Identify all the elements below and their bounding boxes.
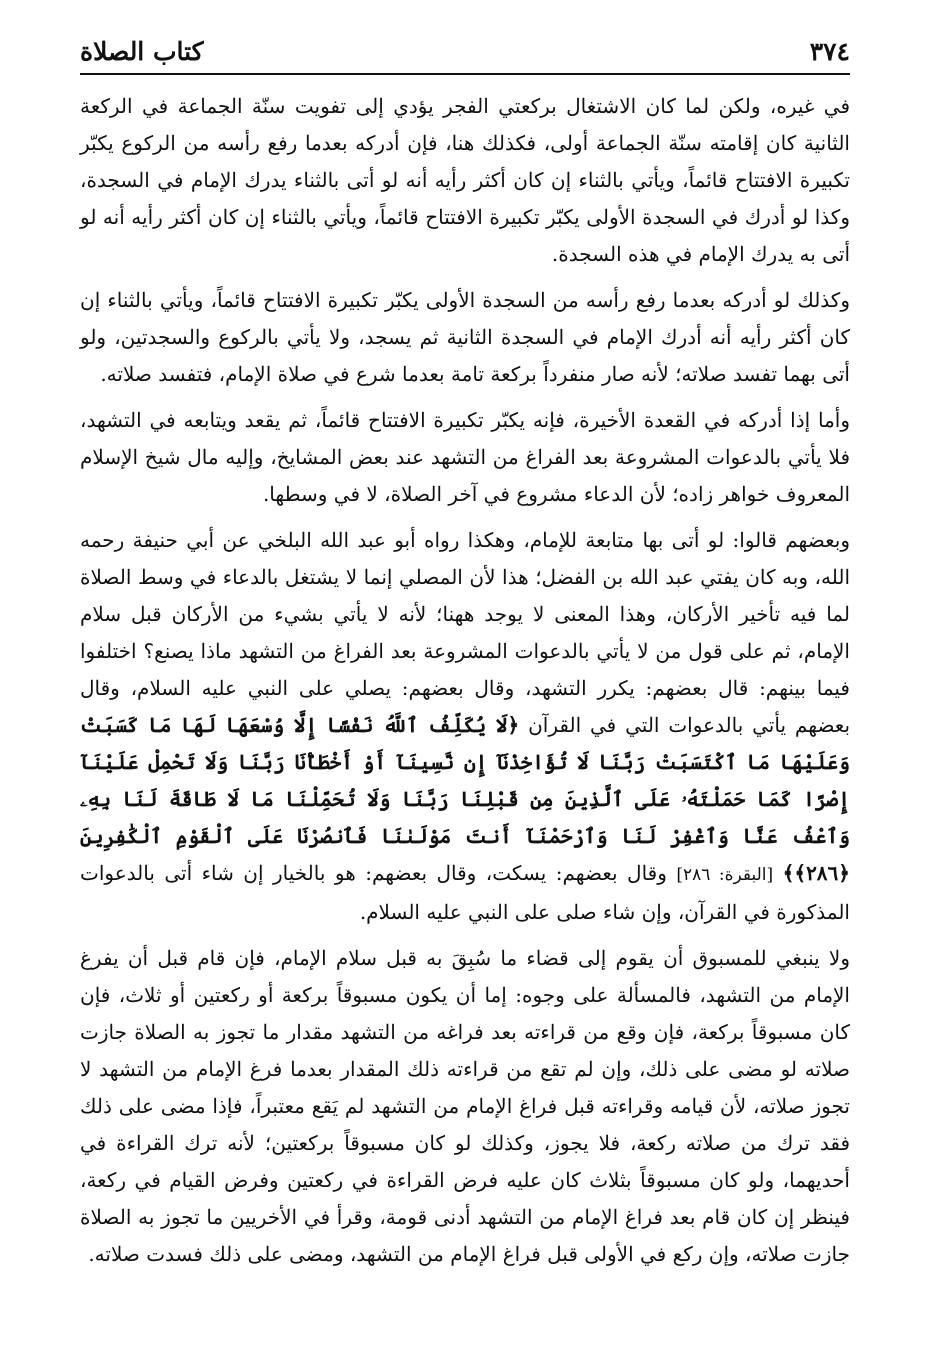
paragraph-4 bbox=[80, 522, 850, 931]
quran-verse: ﴿لَا يُكَلِّفُ ٱللَّهُ نَفْسًا إِلَّا وُسْعَهَا لَهَا مَا كَسَبَتْ وَعَلَيْهَا مَا ٱكْتَسَبَتْ رَبَّنَا لَا تُؤَاخِذْنَآ إِن نَّسِينَآ أَوْ أَخْطَأْنَا رَبَّنَا وَلَا تَحْمِلْ عَلَيْنَآ إِصْرًا كَمَا حَمَلْتَهُۥ عَلَى ٱلَّذِينَ مِن قَبْلِنَا رَبَّنَا وَلَا تُحَمِّلْنَا مَا لَا طَاقَةَ لَنَا بِهِۦ وَٱعْفُ عَنَّا وَٱغْفِرْ لَنَا وَٱرْحَمْنَآ أَنتَ مَوْلَىٰنَا فَٱنصُرْنَا عَلَى ٱلْقَوْمِ ٱلْكَٰفِرِينَ ﴿٢٨٦﴾﴾ bbox=[80, 713, 851, 885]
header-rule bbox=[80, 73, 850, 75]
chapter-title: كتاب الصلاة bbox=[80, 37, 204, 66]
paragraph-2: وكذلك لو أدركه بعدما رفع رأسه من السجدة الأولى يكبّر تكبيرة الافتتاح قائماً، ويأتي بالثناء إن كان أكثر رأيه أنه أدرك الإمام في السجدة الثانية ثم يسجد، ولا يأتي بالركوع والسجدتين، ولو أتى بهما تفسد صلاته؛ لأنه صار منفرداً بركعة تامة بعدما شرع في صلاة الإمام، فتفسد صلاته. bbox=[80, 288, 850, 386]
paragraph-3: وأما إذا أدركه في القعدة الأخيرة، فإنه يكبّر تكبيرة الافتتاح قائماً، ثم يقعد ويتابعه في التشهد، فلا يأتي بالدعوات المشروعة بعد الفراغ من التشهد عند بعض المشايخ، وإليه مال شيخ الإسلام المعروف خواهر زاده؛ لأن الدعاء مشروع في آخر الصلاة، لا في وسطها. bbox=[80, 408, 850, 506]
paragraph-1: في غيره، ولكن لما كان الاشتغال بركعتي الفجر يؤدي إلى تفويت سنّة الجماعة في الركعة الثانية كان إقامته سنّة الجماعة أولى، فكذلك هنا، فإن أدركه بعدما رفع رأسه من الركوع يكبّر تكبيرة الافتتاح قائماً، ويأتي بالثناء إن كان أكثر رأيه أنه لو أتى بالثناء يدرك الإمام في السجدة، وكذا لو أدرك في السجدة الأولى يكبّر تكبيرة الافتتاح قائماً، ويأتي بالثناء إن كان أكثر رأيه أنه لو أتى به يدرك الإمام في هذه السجدة. bbox=[80, 94, 851, 266]
page-body bbox=[80, 88, 850, 1282]
paragraph-4-continuation: وقال بعضهم: يسكت، وقال بعضهم: هو بالخيار إن شاء أتى بالدعوات المذكورة في القرآن، وإن شاء صلى على النبي عليه السلام. bbox=[80, 861, 850, 924]
verse-reference: [البقرة: ٢٨٦] bbox=[676, 865, 774, 885]
paragraph-5: ولا ينبغي للمسبوق أن يقوم إلى قضاء ما سُبِقَ به قبل سلام الإمام، فإن قام قبل أن يفرغ الإمام من التشهد، فالمسألة على وجوه: إما أن يكون مسبوقاً بركعة أو ركعتين أو ثلاث، فإن كان مسبوقاً بركعة، فإن وقع من قراءته بعد فراغه من التشهد مقدار ما تجوز به الصلاة جازت صلاته لو مضى على ذلك، وإن لم تقع من قراءته ذلك المقدار بعدما فرغ الإمام من التشهد لا تجوز صلاته، لأن قيامه وقراءته قبل فراغ الإمام من التشهد لم يَقع معتبراً، فإذا مضى على ذلك فقد ترك من صلاته ركعة، فلا يجوز، وكذلك لو كان مسبوقاً بركعتين؛ لأنه ترك القراءة في أحديهما، ولو كان مسبوقاً بثلاث كان عليه فرض القراءة في ركعتين وفرض القيام في ركعة، فينظر إن كان قام بعد فراغ الإمام من التشهد أدنى قومة، وقرأ في الأخريين ما تجوز به الصلاة جازت صلاته، وإن ركع في الأولى قبل فراغ الإمام من التشهد، ومضى على ذلك فسدت صلاته. bbox=[80, 946, 850, 1266]
paragraph-4-text: وبعضهم قالوا: لو أتى بها متابعة للإمام، وهكذا رواه أبو عبد الله البلخي عن أبي حنيفة رحمه الله، وبه كان يفتي عبد الله بن الفضل؛ هذا لأن المصلي إنما لا يشتغل بالدعاء في وسط الصلاة لما فيه تأخير الأركان، وهذا المعنى لا يوجد ههنا؛ لأنه لا يأتي بشيء من الأركان قبل سلام الإمام، ثم على قول من لا يأتي بالدعوات المشروعة بعد الفراغ من التشهد ماذا يصنع؟ اختلفوا فيما بينهم: قال بعضهم: يكرر التشهد، وقال بعضهم: يصلي على النبي عليه السلام، وقال بعضهم يأتي بالدعوات التي في القرآن bbox=[80, 528, 851, 737]
page-number: ٣٧٤ bbox=[809, 37, 850, 66]
page-header bbox=[80, 26, 850, 72]
